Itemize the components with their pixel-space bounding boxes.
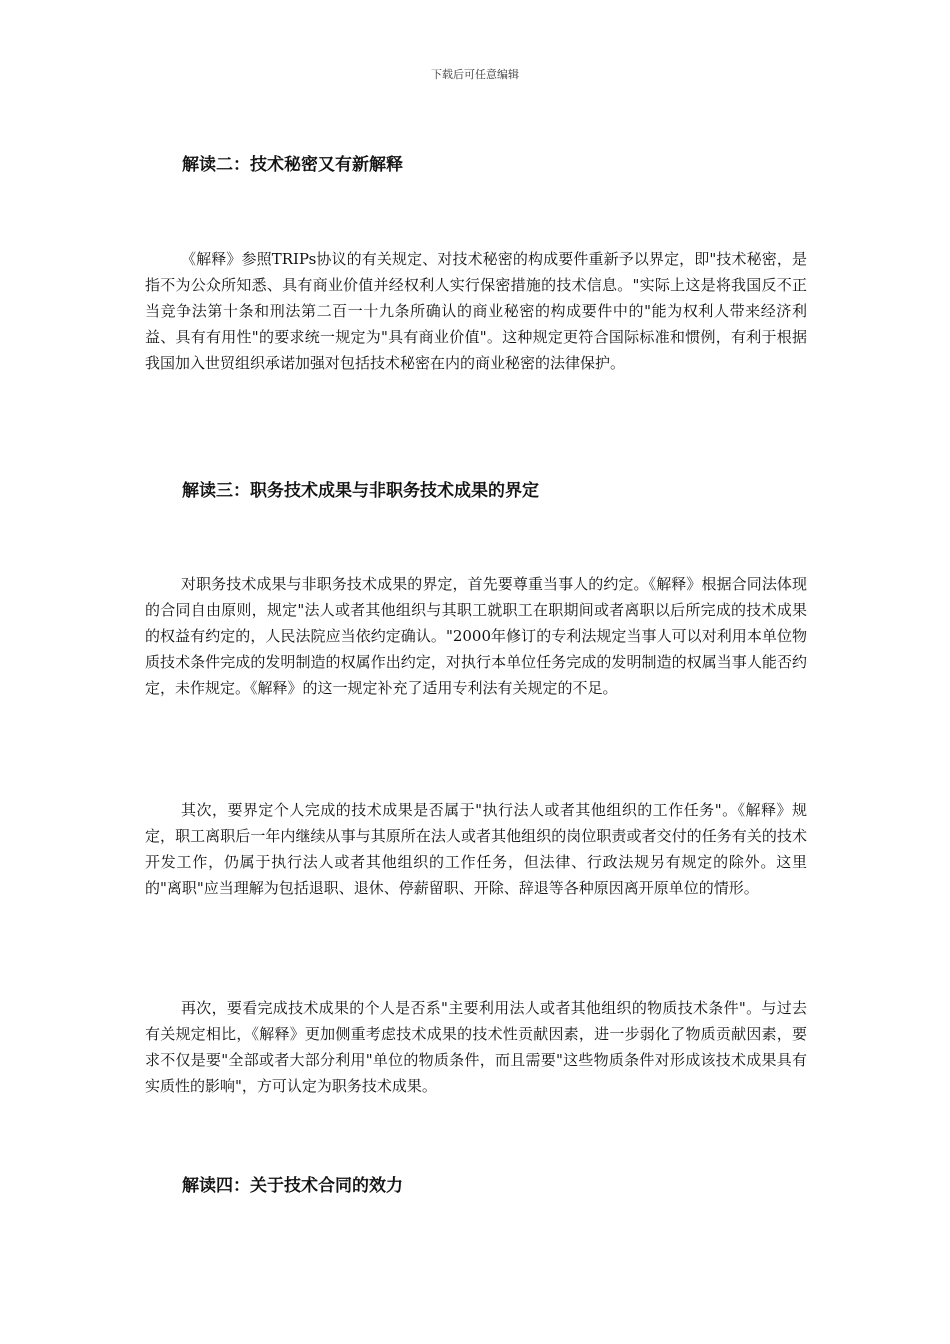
paragraph-1: 《解释》参照TRIPs协议的有关规定、对技术秘密的构成要件重新予以界定，即"技术秘密，是指不为公众所知悉、具有商业价值并经权利人实行保密措施的技术信息。"实际上这是将我国反不正当竞争法第十条和刑法第二百一十九条所确认的商业秘密的构成要件中的"能为权利人带来经济利益、具有有用性"的要求统一规定为"具有商业价值"。这种规定更符合国际标准和惯例，有利于根据我国加入世贸组织承诺加强对包括技术秘密在内的商业秘密的法律保护。 (145, 250, 807, 372)
paragraph-3: 其次，要界定个人完成的技术成果是否属于"执行法人或者其他组织的工作任务"。《解释》规定，职工离职后一年内继续从事与其原所在法人或者其他组织的岗位职责或者交付的任务有关的技术开发工作，仍属于执行法人或者其他组织的工作任务，但法律、行政法规另有规定的除外。这里的"离职"应当理解为包括退职、退休、停薪留职、开除、辞退等各种原因离开原单位的情形。 (145, 801, 807, 897)
section-heading-3: 解读三：职务技术成果与非职务技术成果的界定 (182, 481, 539, 501)
paragraph-4: 再次，要看完成技术成果的个人是否系"主要利用法人或者其他组织的物质技术条件"。与过去有关规定相比，《解释》更加侧重考虑技术成果的技术性贡献因素，进一步弱化了物质贡献因素，要求不仅是要"全部或者大部分利用"单位的物质条件，而且需要"这些物质条件对形成该技术成果具有实质性的影响"，方可认定为职务技术成果。 (145, 999, 807, 1095)
section-heading-2: 解读二：技术秘密又有新解释 (182, 155, 403, 175)
paragraph-2: 对职务技术成果与非职务技术成果的界定，首先要尊重当事人的约定。《解释》根据合同法体现的合同自由原则，规定"法人或者其他组织与其职工就职工在职期间或者离职以后所完成的技术成果的权益有约定的，人民法院应当依约定确认。"2000年修订的专利法规定当事人可以对利用本单位物质技术条件完成的发明制造的权属作出约定，对执行本单位任务完成的发明制造的权属当事人能否约定，未作规定。《解释》的这一规定补充了适用专利法有关规定的不足。 (145, 575, 807, 697)
section-heading-4: 解读四：关于技术合同的效力 (182, 1176, 403, 1196)
page-header: 下载后可任意编辑 (431, 68, 519, 81)
